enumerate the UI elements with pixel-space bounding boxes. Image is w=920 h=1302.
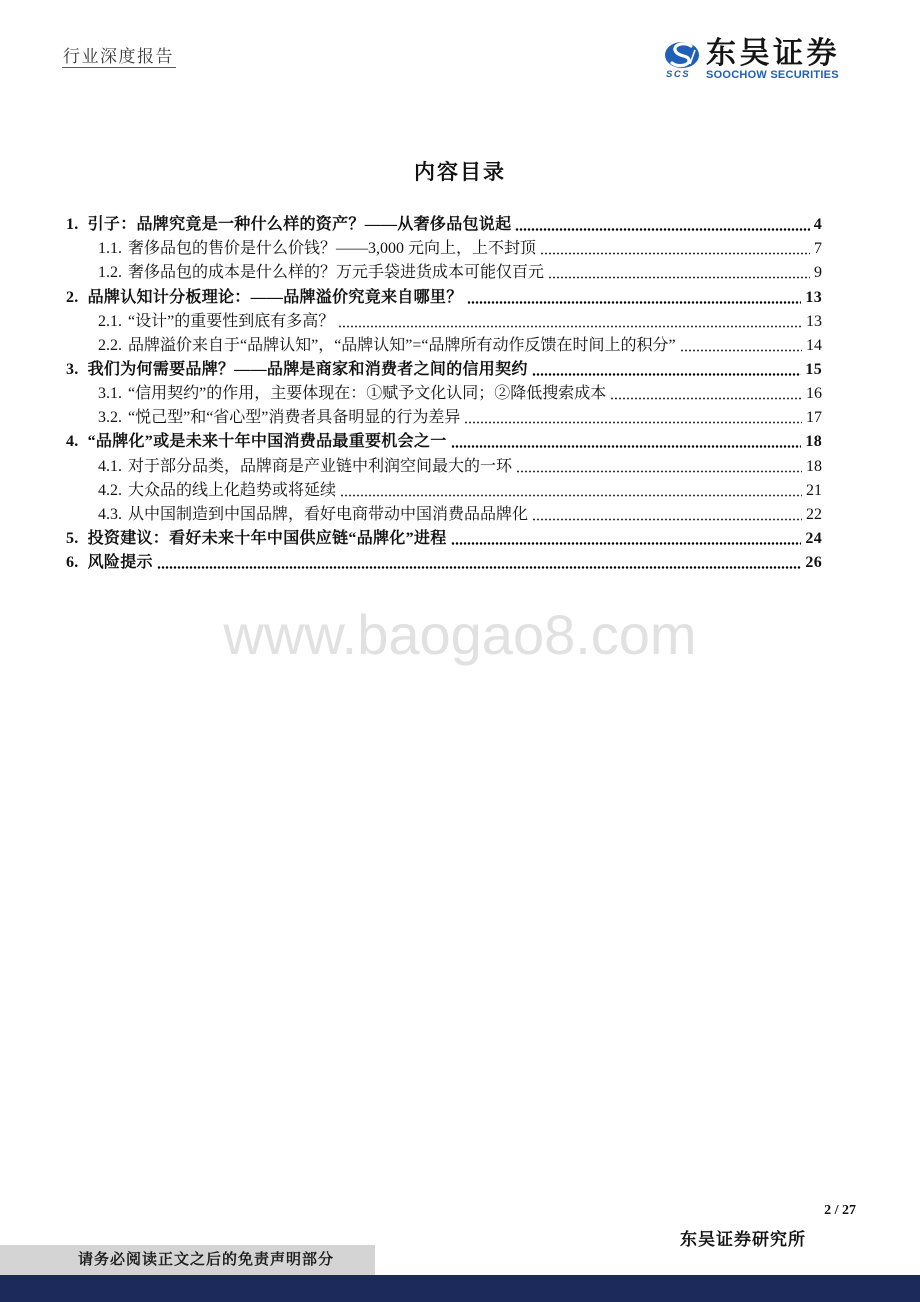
toc-entry-page: 13 xyxy=(805,288,822,306)
toc-entry-page: 9 xyxy=(814,264,822,282)
toc-leader-dots xyxy=(338,325,802,328)
toc-entry-title: 奢侈品包的成本是什么样的？万元手袋进货成本可能仅百元 xyxy=(128,264,545,282)
toc-entry-title: 风险提示 xyxy=(87,554,153,572)
toc-entry-number: 4.2. xyxy=(98,481,122,499)
toc-entry-page: 24 xyxy=(805,529,822,547)
toc-entry-title: 从中国制造到中国品牌，看好电商带动中国消费品品牌化 xyxy=(128,505,529,523)
toc-entry-number: 3.2. xyxy=(98,409,122,427)
toc-leader-dots xyxy=(532,373,802,376)
logo-abbreviation: SCS xyxy=(666,69,691,80)
report-category-label: 行业深度报告 xyxy=(63,47,174,66)
toc-leader-dots xyxy=(467,301,802,304)
toc-entry[interactable] xyxy=(66,406,822,430)
toc-entry-number: 4.1. xyxy=(98,457,122,475)
toc-heading: 内容目录 xyxy=(414,160,506,184)
toc-leader-dots xyxy=(451,542,802,545)
toc-leader-dots xyxy=(451,445,802,448)
toc-entry-number: 1.2. xyxy=(98,264,122,282)
toc-leader-dots xyxy=(680,349,802,352)
toc-entry-page: 21 xyxy=(806,481,822,499)
toc-entry-page: 16 xyxy=(806,385,822,403)
toc-entry[interactable] xyxy=(66,527,822,551)
toc-entry-title: 奢侈品包的售价是什么价钱？——3,000 元向上，上不封顶 xyxy=(128,240,537,258)
soochow-swirl-icon xyxy=(664,41,700,69)
toc-entry-title: “悦己型”和“省心型”消费者具备明显的行为差异 xyxy=(128,409,461,427)
toc-entry-title: 引子：品牌究竟是一种什么样的资产？——从奢侈品包说起 xyxy=(87,216,512,234)
toc-entry-page: 17 xyxy=(806,409,822,427)
toc-leader-dots xyxy=(340,494,802,497)
table-of-contents xyxy=(66,213,822,575)
disclaimer-text: 请务必阅读正文之后的免责声明部分 xyxy=(78,1252,335,1268)
soochow-securities-logo xyxy=(660,38,850,84)
toc-entry[interactable] xyxy=(66,358,822,382)
toc-entry-number: 2. xyxy=(66,288,79,306)
toc-entry-number: 3. xyxy=(66,360,79,378)
toc-entry[interactable] xyxy=(66,310,822,334)
toc-entry-title: 大众品的线上化趋势或将延续 xyxy=(128,481,337,499)
toc-entry[interactable] xyxy=(66,430,822,454)
toc-entry[interactable] xyxy=(66,382,822,406)
watermark-url: www.baogao8.com xyxy=(223,603,697,666)
toc-entry-title: 品牌溢价来自于“品牌认知”，“品牌认知”=“品牌所有动作反馈在时间上的积分” xyxy=(128,336,676,354)
toc-entry-page: 26 xyxy=(805,554,822,572)
toc-entry-title: “品牌化”或是未来十年中国消费品最重要机会之一 xyxy=(87,433,447,451)
toc-leader-dots xyxy=(610,397,802,400)
toc-leader-dots xyxy=(540,252,810,255)
toc-entry[interactable] xyxy=(66,237,822,261)
toc-entry-page: 13 xyxy=(806,312,822,330)
toc-entry[interactable] xyxy=(66,454,822,478)
header-underline xyxy=(62,67,176,68)
toc-entry-page: 22 xyxy=(806,505,822,523)
institute-name: 东吴证券研究所 xyxy=(680,1230,806,1249)
toc-leader-dots xyxy=(515,228,809,231)
toc-leader-dots xyxy=(548,276,810,279)
toc-entry-page: 18 xyxy=(805,433,822,451)
toc-entry-number: 2.1. xyxy=(98,312,122,330)
toc-entry-title: 投资建议：看好未来十年中国供应链“品牌化”进程 xyxy=(87,529,447,547)
toc-entry[interactable] xyxy=(66,503,822,527)
toc-entry-page: 15 xyxy=(805,360,822,378)
toc-entry-page: 7 xyxy=(814,240,822,258)
toc-leader-dots xyxy=(464,421,802,424)
footer-bar xyxy=(0,1275,920,1302)
toc-entry[interactable] xyxy=(66,261,822,285)
toc-entry-title: 品牌认知计分板理论：——品牌溢价究竟来自哪里？ xyxy=(87,288,463,306)
toc-entry-title: “设计”的重要性到底有多高？ xyxy=(128,312,335,330)
toc-entry[interactable] xyxy=(66,551,822,575)
toc-entry-number: 1. xyxy=(66,216,79,234)
disclaimer-banner xyxy=(0,1245,375,1275)
toc-entry-number: 3.1. xyxy=(98,385,122,403)
logo-english-name: SOOCHOW SECURITIES xyxy=(706,69,839,81)
toc-entry-page: 14 xyxy=(806,336,822,354)
toc-entry-number: 4.3. xyxy=(98,505,122,523)
toc-leader-dots xyxy=(532,518,802,521)
toc-entry-number: 5. xyxy=(66,529,79,547)
toc-entry-page: 4 xyxy=(813,216,822,234)
toc-entry-number: 6. xyxy=(66,554,79,572)
toc-leader-dots xyxy=(157,566,802,569)
logo-chinese-name: 东吴证券 xyxy=(706,36,840,71)
toc-entry[interactable] xyxy=(66,213,822,237)
toc-entry-title: “信用契约”的作用，主要体现在：①赋予文化认同；②降低搜索成本 xyxy=(128,385,607,403)
toc-entry-number: 4. xyxy=(66,433,79,451)
toc-entry-title: 我们为何需要品牌？——品牌是商家和消费者之间的信用契约 xyxy=(87,360,528,378)
toc-entry[interactable] xyxy=(66,334,822,358)
toc-entry[interactable] xyxy=(66,479,822,503)
toc-entry-page: 18 xyxy=(806,457,822,475)
toc-entry-number: 2.2. xyxy=(98,336,122,354)
toc-entry-title: 对于部分品类，品牌商是产业链中利润空间最大的一环 xyxy=(128,457,513,475)
toc-entry[interactable] xyxy=(66,285,822,309)
toc-leader-dots xyxy=(516,470,802,473)
toc-entry-number: 1.1. xyxy=(98,240,122,258)
page-number: 2 / 27 xyxy=(824,1203,856,1218)
